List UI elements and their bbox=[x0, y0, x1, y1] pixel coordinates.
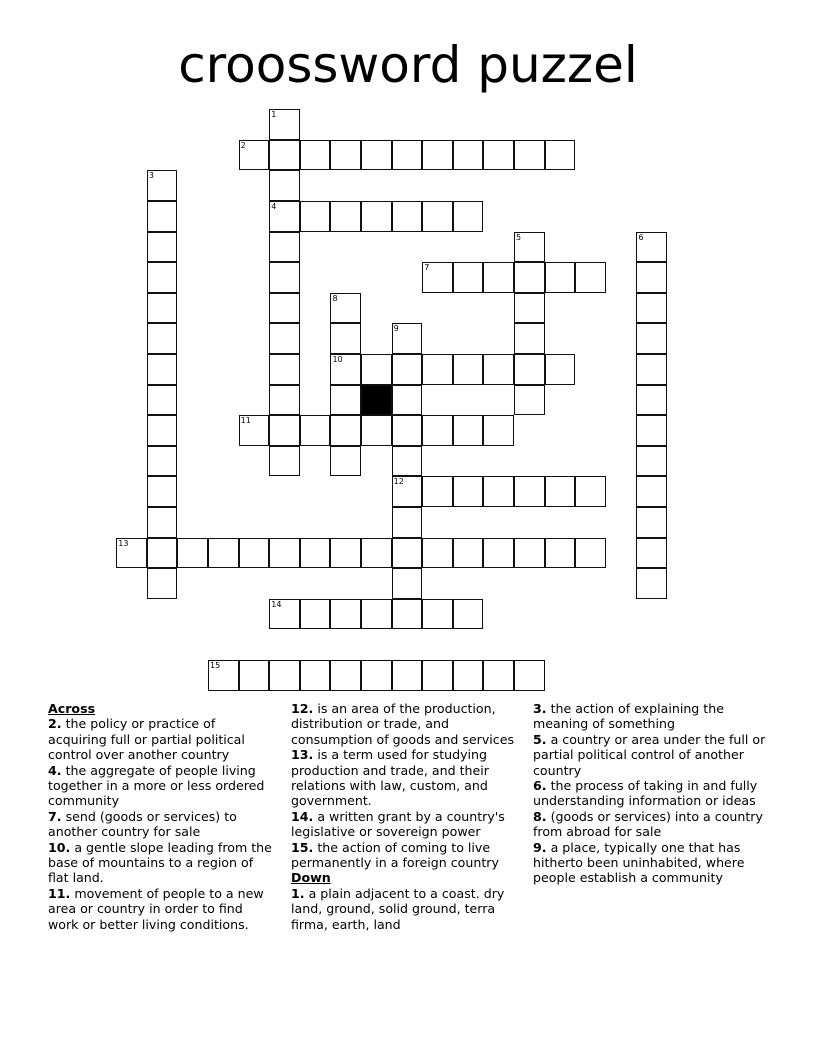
clue-across-10 bbox=[48, 840, 276, 886]
cell-number: 3 bbox=[148, 171, 154, 181]
clue-across-11 bbox=[48, 886, 276, 932]
grid-cell[interactable] bbox=[269, 170, 300, 201]
clue-text: the policy or practice of acquiring full or partial political control over another country bbox=[48, 716, 245, 763]
clue-across-7 bbox=[48, 809, 276, 840]
grid-cell[interactable] bbox=[636, 415, 667, 446]
grid-cell[interactable] bbox=[392, 354, 423, 385]
grid-cell[interactable] bbox=[453, 201, 484, 232]
clue-text: the aggregate of people living together in a more or less ordered community bbox=[48, 762, 265, 809]
clue-number: 1. bbox=[291, 885, 305, 901]
clue-number: 14. bbox=[291, 808, 314, 824]
grid-cell[interactable] bbox=[514, 262, 545, 293]
grid-cell[interactable] bbox=[392, 507, 423, 538]
clue-down-1 bbox=[291, 886, 527, 932]
grid-cell[interactable] bbox=[361, 140, 392, 171]
clue-across-4 bbox=[48, 763, 276, 809]
grid-cell[interactable] bbox=[269, 109, 300, 140]
grid-cell[interactable] bbox=[636, 385, 667, 416]
grid-cell[interactable] bbox=[330, 599, 361, 630]
clue-number: 5. bbox=[533, 731, 547, 747]
grid-cell[interactable] bbox=[392, 385, 423, 416]
clue-number: 3. bbox=[533, 701, 547, 716]
grid-cell[interactable] bbox=[453, 262, 484, 293]
clue-text: the process of taking in and fully understanding information or ideas bbox=[533, 778, 758, 809]
grid-cell[interactable] bbox=[300, 599, 331, 630]
grid-cell[interactable] bbox=[330, 415, 361, 446]
clue-number: 9. bbox=[533, 839, 547, 855]
black-cell bbox=[361, 385, 392, 416]
clue-text: is a term used for studying production and trade, and their relations with law, custom, and government. bbox=[291, 747, 489, 809]
grid-cell[interactable] bbox=[392, 323, 423, 354]
clue-text: the action of coming to live permanently in a foreign country bbox=[291, 839, 499, 871]
clue-across-13 bbox=[291, 747, 527, 809]
cell-number: 9 bbox=[393, 324, 399, 334]
grid-cell[interactable] bbox=[392, 538, 423, 569]
grid-cell[interactable] bbox=[483, 415, 514, 446]
grid-cell[interactable] bbox=[269, 538, 300, 569]
grid-cell[interactable] bbox=[269, 446, 300, 477]
clue-text: is an area of the production, distribution or trade, and consumption of goods and services bbox=[291, 701, 515, 747]
grid-cell[interactable] bbox=[545, 476, 576, 507]
grid-cell[interactable] bbox=[453, 140, 484, 171]
grid-cell[interactable] bbox=[330, 660, 361, 691]
grid-cell[interactable] bbox=[483, 140, 514, 171]
grid-cell[interactable] bbox=[361, 201, 392, 232]
grid-cell[interactable] bbox=[147, 507, 178, 538]
grid-cell[interactable] bbox=[147, 354, 178, 385]
grid-cell[interactable] bbox=[545, 140, 576, 171]
cell-number: 8 bbox=[332, 293, 338, 303]
grid-cell[interactable] bbox=[514, 293, 545, 324]
clue-number: 4. bbox=[48, 762, 62, 778]
clue-down-5 bbox=[533, 732, 773, 778]
grid-cell[interactable] bbox=[147, 323, 178, 354]
cell-number: 1 bbox=[271, 110, 277, 120]
cell-number: 12 bbox=[393, 477, 404, 487]
grid-cell[interactable] bbox=[422, 415, 453, 446]
clue-text: the action of explaining the meaning of something bbox=[533, 701, 724, 732]
grid-cell[interactable] bbox=[361, 354, 392, 385]
grid-cell[interactable] bbox=[269, 415, 300, 446]
grid-cell[interactable] bbox=[269, 354, 300, 385]
grid-cell[interactable] bbox=[575, 538, 606, 569]
grid-cell[interactable] bbox=[514, 354, 545, 385]
clue-across-12 bbox=[291, 701, 527, 747]
grid-cell[interactable] bbox=[147, 476, 178, 507]
clue-text: a gentle slope leading from the base of mountains to a region of flat land. bbox=[48, 839, 272, 886]
clue-across-15 bbox=[291, 840, 527, 871]
clue-number: 10. bbox=[48, 839, 71, 855]
clues-column-3 bbox=[533, 701, 773, 886]
grid-cell[interactable] bbox=[392, 599, 423, 630]
grid-cell[interactable] bbox=[636, 293, 667, 324]
grid-cell[interactable] bbox=[636, 568, 667, 599]
grid-cell[interactable] bbox=[208, 660, 239, 691]
grid-cell[interactable] bbox=[636, 476, 667, 507]
grid-cell[interactable] bbox=[147, 385, 178, 416]
clue-number: 11. bbox=[48, 885, 71, 901]
clue-number: 7. bbox=[48, 808, 62, 824]
cell-number: 7 bbox=[424, 263, 430, 273]
grid-cell[interactable] bbox=[483, 538, 514, 569]
clue-across-2 bbox=[48, 716, 276, 762]
grid-cell[interactable] bbox=[300, 201, 331, 232]
grid-cell[interactable] bbox=[269, 201, 300, 232]
grid-cell[interactable] bbox=[269, 232, 300, 263]
grid-cell[interactable] bbox=[636, 262, 667, 293]
grid-cell[interactable] bbox=[147, 170, 178, 201]
grid-cell[interactable] bbox=[147, 293, 178, 324]
grid-cell[interactable] bbox=[514, 476, 545, 507]
grid-cell[interactable] bbox=[483, 354, 514, 385]
grid-cell[interactable] bbox=[239, 660, 270, 691]
grid-cell[interactable] bbox=[330, 323, 361, 354]
grid-cell[interactable] bbox=[330, 446, 361, 477]
grid-cell[interactable] bbox=[514, 660, 545, 691]
across-heading: Across bbox=[48, 701, 96, 716]
grid-cell[interactable] bbox=[147, 446, 178, 477]
grid-cell[interactable] bbox=[300, 538, 331, 569]
grid-cell[interactable] bbox=[392, 568, 423, 599]
grid-cell[interactable] bbox=[453, 354, 484, 385]
grid-cell[interactable] bbox=[300, 415, 331, 446]
grid-cell[interactable] bbox=[147, 415, 178, 446]
grid-cell[interactable] bbox=[116, 538, 147, 569]
grid-cell[interactable] bbox=[483, 476, 514, 507]
grid-cell[interactable] bbox=[269, 323, 300, 354]
clue-text: movement of people to a new area or country in order to find work or better living conditions. bbox=[48, 885, 264, 932]
cell-number: 15 bbox=[210, 661, 221, 671]
clue-number: 8. bbox=[533, 808, 547, 824]
grid-cell[interactable] bbox=[514, 323, 545, 354]
grid-cell[interactable] bbox=[208, 538, 239, 569]
grid-cell[interactable] bbox=[422, 140, 453, 171]
grid-cell[interactable] bbox=[453, 599, 484, 630]
grid-cell[interactable] bbox=[636, 538, 667, 569]
grid-cell[interactable] bbox=[147, 201, 178, 232]
clues-column-1 bbox=[48, 701, 276, 932]
grid-cell[interactable] bbox=[514, 232, 545, 263]
grid-cell[interactable] bbox=[453, 538, 484, 569]
grid-cell[interactable] bbox=[269, 599, 300, 630]
grid-cell[interactable] bbox=[361, 415, 392, 446]
grid-cell[interactable] bbox=[453, 660, 484, 691]
grid-cell[interactable] bbox=[269, 293, 300, 324]
clue-number: 2. bbox=[48, 716, 62, 732]
grid-cell[interactable] bbox=[422, 476, 453, 507]
grid-cell[interactable] bbox=[422, 660, 453, 691]
cell-number: 13 bbox=[118, 538, 129, 548]
grid-cell[interactable] bbox=[422, 599, 453, 630]
grid-cell[interactable] bbox=[269, 660, 300, 691]
grid-cell[interactable] bbox=[453, 415, 484, 446]
grid-cell[interactable] bbox=[483, 262, 514, 293]
clue-number: 15. bbox=[291, 839, 314, 855]
clue-number: 12. bbox=[291, 701, 314, 716]
cell-number: 6 bbox=[638, 232, 644, 242]
grid-cell[interactable] bbox=[392, 446, 423, 477]
clue-text: a written grant by a country's legislative or sovereign power bbox=[291, 808, 505, 840]
clue-text: a country or area under the full or partial political control of another country bbox=[533, 731, 766, 778]
clue-down-6 bbox=[533, 778, 773, 809]
grid-cell[interactable] bbox=[545, 262, 576, 293]
grid-cell[interactable] bbox=[330, 201, 361, 232]
down-heading: Down bbox=[291, 870, 331, 886]
grid-cell[interactable] bbox=[330, 538, 361, 569]
grid-cell[interactable] bbox=[147, 262, 178, 293]
grid-cell[interactable] bbox=[269, 262, 300, 293]
grid-cell[interactable] bbox=[361, 599, 392, 630]
grid-cell[interactable] bbox=[300, 660, 331, 691]
grid-cell[interactable] bbox=[422, 201, 453, 232]
clue-number: 6. bbox=[533, 778, 547, 794]
grid-cell[interactable] bbox=[147, 568, 178, 599]
cell-number: 14 bbox=[271, 599, 282, 609]
clue-down-3 bbox=[533, 701, 773, 732]
clue-text: send (goods or services) to another country for sale bbox=[48, 808, 237, 840]
grid-cell[interactable] bbox=[147, 538, 178, 569]
grid-cell[interactable] bbox=[239, 140, 270, 171]
clue-down-8 bbox=[533, 809, 773, 840]
grid-cell[interactable] bbox=[545, 538, 576, 569]
grid-cell[interactable] bbox=[239, 538, 270, 569]
grid-cell[interactable] bbox=[392, 140, 423, 171]
clues-column-2 bbox=[291, 701, 527, 932]
grid-cell[interactable] bbox=[545, 354, 576, 385]
cell-number: 10 bbox=[332, 355, 343, 365]
cell-number: 2 bbox=[240, 140, 246, 150]
grid-cell[interactable] bbox=[636, 354, 667, 385]
clue-text: a place, typically one that has hitherto been uninhabited, where people establish a community bbox=[533, 839, 745, 886]
grid-cell[interactable] bbox=[514, 538, 545, 569]
cell-number: 5 bbox=[516, 232, 522, 242]
grid-cell[interactable] bbox=[514, 140, 545, 171]
grid-cell[interactable] bbox=[422, 262, 453, 293]
grid-cell[interactable] bbox=[575, 262, 606, 293]
grid-cell[interactable] bbox=[422, 354, 453, 385]
grid-cell[interactable] bbox=[392, 201, 423, 232]
grid-cell[interactable] bbox=[514, 385, 545, 416]
grid-cell[interactable] bbox=[392, 476, 423, 507]
grid-cell[interactable] bbox=[330, 354, 361, 385]
grid-cell[interactable] bbox=[330, 385, 361, 416]
clue-down-9 bbox=[533, 840, 773, 886]
grid-cell[interactable] bbox=[300, 140, 331, 171]
clue-number: 13. bbox=[291, 747, 314, 763]
grid-cell[interactable] bbox=[330, 140, 361, 171]
grid-cell[interactable] bbox=[330, 293, 361, 324]
clue-text: a plain adjacent to a coast. dry land, ground, solid ground, terra firma, earth, land bbox=[291, 885, 505, 932]
puzzle-title: croossword puzzel bbox=[178, 36, 638, 94]
grid-cell[interactable] bbox=[575, 476, 606, 507]
grid-cell[interactable] bbox=[239, 415, 270, 446]
grid-cell[interactable] bbox=[636, 232, 667, 263]
grid-cell[interactable] bbox=[361, 660, 392, 691]
grid-cell[interactable] bbox=[636, 446, 667, 477]
grid-cell[interactable] bbox=[483, 660, 514, 691]
cell-number: 4 bbox=[271, 202, 277, 212]
grid-cell[interactable] bbox=[147, 232, 178, 263]
grid-cell[interactable] bbox=[392, 660, 423, 691]
grid-cell[interactable] bbox=[361, 538, 392, 569]
clue-across-14 bbox=[291, 809, 527, 840]
clue-text: (goods or services) into a country from abroad for sale bbox=[533, 808, 763, 840]
grid-cell[interactable] bbox=[636, 507, 667, 538]
grid-cell[interactable] bbox=[636, 323, 667, 354]
grid-cell[interactable] bbox=[392, 415, 423, 446]
grid-cell[interactable] bbox=[453, 476, 484, 507]
grid-cell[interactable] bbox=[269, 385, 300, 416]
grid-cell[interactable] bbox=[422, 538, 453, 569]
grid-cell[interactable] bbox=[269, 140, 300, 171]
cell-number: 11 bbox=[240, 416, 251, 426]
grid-cell[interactable] bbox=[177, 538, 208, 569]
